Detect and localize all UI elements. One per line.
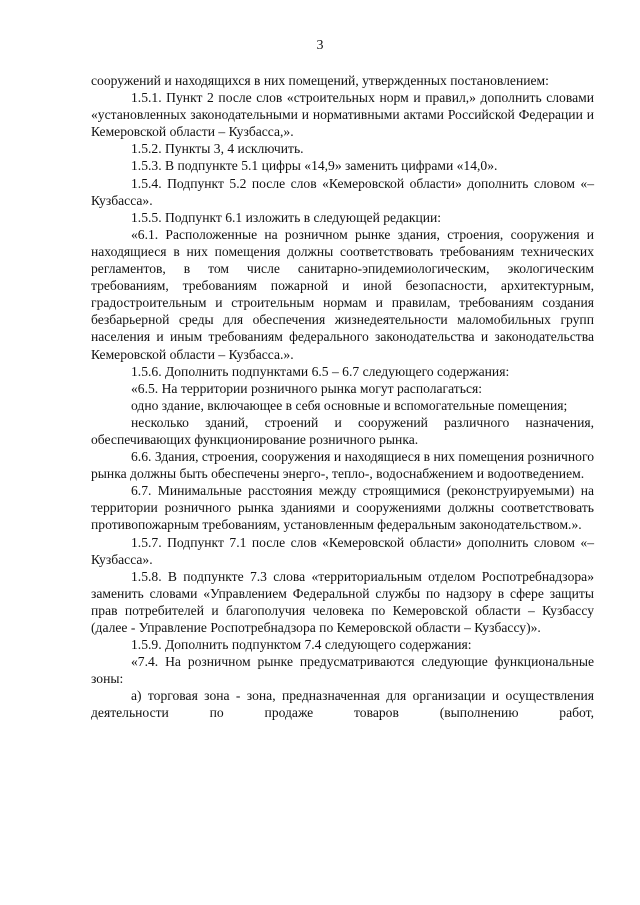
- paragraph: 1.5.8. В подпункте 7.3 слова «территориальным отделом Роспотребнадзора» заменить словами «Управлением Федеральной службы по надзору в сфере защиты прав потребителей и благополучия человека по Кемеровской области – Кузбассу (далее - Управление Роспотребнадзора по Кемеровской области – Кузбассу)».: [91, 568, 594, 635]
- paragraph: 1.5.3. В подпункте 5.1 цифры «14,9» заменить цифрами «14,0».: [131, 158, 498, 174]
- paragraph: «6.1. Расположенные на розничном рынке здания, строения, сооружения и находящиеся в них помещения должны соответствовать требованиям технических регламентов, в том числе санитарно-эпидемиологическим, экологическим требованиям, требованиям пожарной и иной безопасности, архитектурным, градостроительным и строительным нормам и правилам, требованиям создания безбарьерной среды для обеспечения жизнедеятельности маломобильных групп населения и иным требованиям федерального законодательства и законодательства Кемеровской области – Кузбасса.».: [91, 226, 594, 362]
- paragraph: несколько зданий, строений и сооружений различного назначения, обеспечивающих функционирование розничного рынка.: [91, 414, 594, 447]
- paragraph: одно здание, включающее в себя основные и вспомогательные помещения;: [131, 397, 568, 413]
- paragraph: 6.7. Минимальные расстояния между строящимися (реконструируемыми) на территории розничного рынка зданиями и сооружениями должны соответствовать противопожарным требованиям, установленным федеральным законодательством.».: [91, 483, 594, 533]
- paragraph: 1.5.1. Пункт 2 после слов «строительных норм и правил,» дополнить словами «установленных законодательными и нормативными актами Российской Федерации и Кемеровской области – Кузбасса,».: [91, 90, 594, 140]
- paragraph: 1.5.4. Подпункт 5.2 после слов «Кемеровской области» дополнить словом «– Кузбасса».: [91, 175, 594, 208]
- page-number: 3: [316, 38, 324, 53]
- paragraph: а) торговая зона - зона, предназначенная для организации и осуществления деятельности по продаже товаров (выполнению работ,: [91, 688, 594, 721]
- document-body: [91, 72, 594, 722]
- paragraph: 1.5.7. Подпункт 7.1 после слов «Кемеровской области» дополнить словом «– Кузбасса».: [91, 534, 594, 567]
- paragraph: 6.6. Здания, строения, сооружения и находящиеся в них помещения розничного рынка должны быть обеспечены энерго-, тепло-, водоснабжением и водоотведением.: [91, 449, 594, 482]
- paragraph: 1.5.6. Дополнить подпунктами 6.5 – 6.7 следующего содержания:: [131, 363, 510, 379]
- paragraph: «6.5. На территории розничного рынка могут располагаться:: [131, 380, 483, 396]
- paragraph: 1.5.2. Пункты 3, 4 исключить.: [131, 141, 304, 157]
- paragraph: «7.4. На розничном рынке предусматриваются следующие функциональные зоны:: [91, 654, 594, 687]
- paragraph: сооружений и находящихся в них помещений, утвержденных постановлением:: [91, 73, 549, 88]
- paragraph: 1.5.5. Подпункт 6.1 изложить в следующей редакции:: [131, 209, 442, 225]
- paragraph: 1.5.9. Дополнить подпунктом 7.4 следующего содержания:: [131, 637, 472, 653]
